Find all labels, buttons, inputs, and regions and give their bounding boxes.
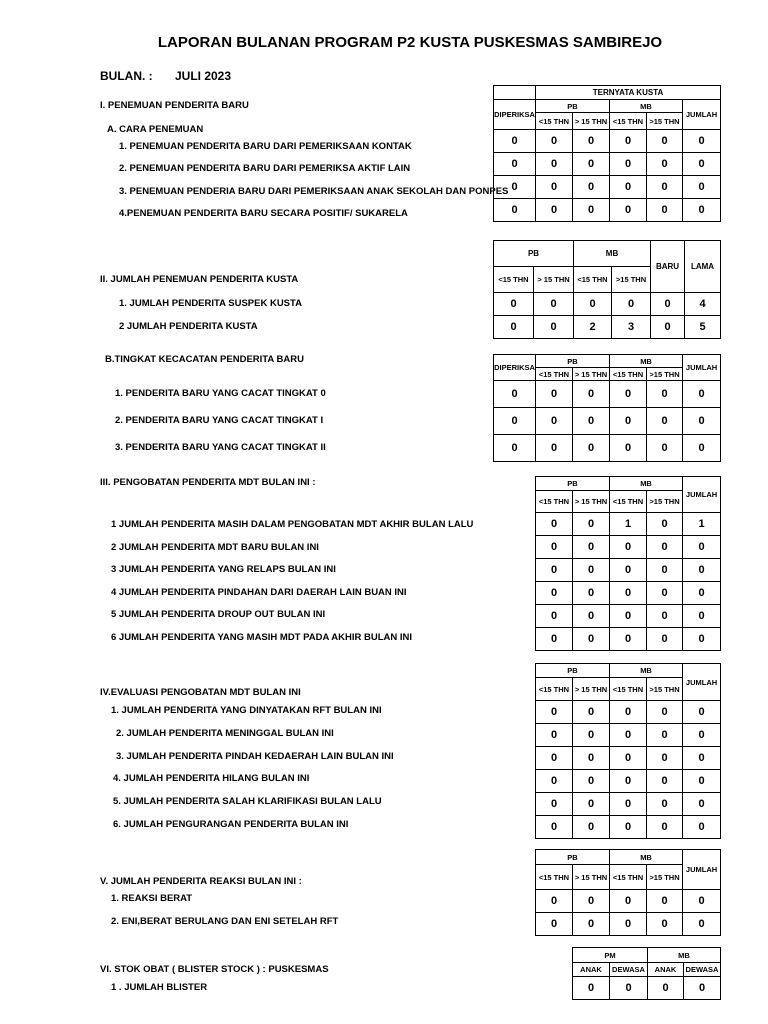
table-cell: 0 — [610, 582, 647, 605]
table-header: MB — [610, 477, 683, 491]
table-header: DIPERIKSA — [494, 355, 536, 381]
table-header: <15 THN — [494, 267, 534, 293]
table-header: MB — [610, 100, 683, 113]
table-cell: 0 — [647, 153, 683, 176]
section-6-row-label: 1 . JUMLAH BLISTER — [111, 982, 208, 993]
section-3-row-label: 2 JUMLAH PENDERITA MDT BARU BULAN INI — [111, 542, 319, 553]
table-header: ANAK — [573, 963, 610, 977]
table-cell: 0 — [683, 628, 721, 651]
table-cell: 0 — [536, 724, 573, 747]
table-cell: 0 — [647, 176, 683, 199]
table-header: PB — [536, 850, 610, 865]
table-cell: 0 — [683, 747, 721, 770]
table-cell: 0 — [573, 724, 610, 747]
section-6-heading: VI. STOK OBAT ( BLISTER STOCK ) : PUSKESMAS — [100, 964, 329, 975]
section-1-table — [493, 85, 721, 222]
section-3-heading: III. PENGOBATAN PENDERITA MDT BULAN INI : — [100, 477, 316, 488]
section-4-row-label: 2. JUMLAH PENDERITA MENINGGAL BULAN INI — [116, 728, 334, 739]
table-header: PB — [536, 100, 610, 113]
table-header: <15 THN — [574, 267, 612, 293]
section-4-row-label: 5. JUMLAH PENDERITA SALAH KLARIFIKASI BULAN LALU — [113, 796, 382, 807]
table-cell: 0 — [610, 793, 647, 816]
table-cell: 0 — [610, 536, 647, 559]
section-4-row-label: 1. JUMLAH PENDERITA YANG DINYATAKAN RFT BULAN INI — [111, 705, 382, 716]
table-header: MB — [648, 948, 721, 963]
table-cell: 0 — [536, 701, 573, 724]
table-cell: 0 — [536, 913, 573, 936]
table-cell: 0 — [573, 536, 610, 559]
table-cell: 0 — [610, 381, 647, 408]
table-cell: 0 — [536, 559, 573, 582]
table-cell: 0 — [536, 199, 573, 222]
table-cell: 0 — [683, 381, 721, 408]
table-cell: 0 — [610, 628, 647, 651]
table-cell: 0 — [612, 293, 651, 316]
month-value: JULI 2023 — [175, 69, 232, 83]
page-title: LAPORAN BULANAN PROGRAM P2 KUSTA PUSKESMAS SAMBIREJO — [157, 34, 663, 51]
table-cell: 0 — [683, 816, 721, 839]
section-b-table — [493, 354, 721, 462]
table-cell: 0 — [573, 605, 610, 628]
table-cell: 2 — [574, 316, 612, 339]
table-cell: 0 — [647, 435, 683, 462]
table-cell: 0 — [647, 724, 683, 747]
table-header: <15 THN — [610, 113, 647, 130]
table-cell: 0 — [647, 605, 683, 628]
table-cell: 0 — [536, 408, 573, 435]
table-header: LAMA — [685, 241, 721, 293]
section-3-row-label: 3 JUMLAH PENDERITA YANG RELAPS BULAN INI — [111, 564, 336, 575]
table-cell: 0 — [573, 816, 610, 839]
table-cell: 0 — [683, 913, 721, 936]
section-3-table — [535, 476, 721, 651]
table-cell: 0 — [683, 724, 721, 747]
section-b-row-label: 3. PENDERITA BARU YANG CACAT TINGKAT II — [115, 442, 326, 453]
table-cell: 0 — [647, 582, 683, 605]
table-cell: 0 — [683, 536, 721, 559]
table-cell: 1 — [610, 513, 647, 536]
table-cell: 0 — [610, 977, 648, 1000]
table-cell: 0 — [683, 153, 721, 176]
table-cell: 0 — [610, 559, 647, 582]
table-header: <15 THN — [536, 368, 573, 381]
table-cell: 0 — [534, 316, 574, 339]
table-cell: 0 — [534, 293, 574, 316]
table-cell: 0 — [494, 130, 536, 153]
section-1-heading: I. PENEMUAN PENDERITA BARU — [100, 100, 249, 111]
table-cell: 0 — [573, 408, 610, 435]
table-cell: 0 — [536, 747, 573, 770]
table-cell: 0 — [610, 770, 647, 793]
section-3-row-label: 1 JUMLAH PENDERITA MASIH DALAM PENGOBATAN MDT AKHIR BULAN LALU — [111, 519, 474, 530]
table-header: > 15 THN — [573, 491, 610, 513]
table-cell: 0 — [651, 316, 685, 339]
table-cell: 0 — [683, 793, 721, 816]
table-cell: 0 — [683, 176, 721, 199]
table-header: JUMLAH — [683, 664, 721, 701]
table-header: > 15 THN — [573, 678, 610, 701]
table-cell: 0 — [683, 559, 721, 582]
table-cell: 0 — [647, 199, 683, 222]
section-1-subheading: A. CARA PENEMUAN — [107, 124, 204, 135]
section-1-row-label: 2. PENEMUAN PENDERITA BARU DARI PEMERIKSA AKTIF LAIN — [119, 163, 411, 174]
table-header: >15 THN — [612, 267, 651, 293]
table-cell: 0 — [647, 770, 683, 793]
month-label: BULAN. : — [100, 69, 153, 83]
table-cell: 0 — [494, 408, 536, 435]
section-3-row-label: 5 JUMLAH PENDERITA DROUP OUT BULAN INI — [111, 609, 326, 620]
table-header: <15 THN — [536, 113, 573, 130]
table-header: > 15 THN — [534, 267, 574, 293]
table-header: JUMLAH — [683, 355, 721, 381]
table-header: PM — [573, 948, 648, 963]
table-header: PB — [494, 241, 574, 267]
table-cell: 0 — [683, 582, 721, 605]
section-5-row-label: 2. ENI,BERAT BERULANG DAN ENI SETELAH RFT — [111, 916, 339, 927]
section-4-row-label: 6. JUMLAH PENGURANGAN PENDERITA BULAN INI — [113, 819, 349, 830]
table-header: > 15 THN — [573, 113, 610, 130]
table-header: ANAK — [648, 963, 684, 977]
table-cell: 0 — [684, 977, 721, 1000]
table-cell: 0 — [647, 536, 683, 559]
table-header: <15 THN — [610, 678, 647, 701]
table-cell: 0 — [683, 130, 721, 153]
table-cell: 0 — [573, 977, 610, 1000]
table-cell: 0 — [610, 408, 647, 435]
table-header: DEWASA — [684, 963, 721, 977]
table-cell: 0 — [573, 153, 610, 176]
table-cell: 0 — [573, 381, 610, 408]
section-5-table — [535, 849, 721, 936]
table-cell: 0 — [610, 913, 647, 936]
section-2-heading: II. JUMLAH PENEMUAN PENDERITA KUSTA — [100, 274, 299, 285]
table-cell: 0 — [536, 582, 573, 605]
section-4-heading: IV.EVALUASI PENGOBATAN MDT BULAN INI — [100, 687, 301, 698]
table-cell: 0 — [536, 816, 573, 839]
table-header: BARU — [651, 241, 685, 293]
table-cell: 0 — [494, 153, 536, 176]
table-header: >15 THN — [647, 368, 683, 381]
table-cell: 0 — [536, 435, 573, 462]
table-header: <15 THN — [610, 368, 647, 381]
table-header: TERNYATA KUSTA — [536, 86, 721, 100]
table-header: DIPERIKSA — [494, 100, 536, 130]
table-cell: 0 — [574, 293, 612, 316]
table-cell: 0 — [647, 890, 683, 913]
table-cell: 0 — [610, 816, 647, 839]
table-cell: 0 — [573, 199, 610, 222]
section-3-row-label: 4 JUMLAH PENDERITA PINDAHAN DARI DAERAH LAIN BUAN INI — [111, 587, 407, 598]
table-cell: 0 — [494, 435, 536, 462]
table-header: PB — [536, 355, 610, 368]
table-cell: 0 — [494, 316, 534, 339]
table-cell: 0 — [573, 582, 610, 605]
table-cell: 0 — [683, 408, 721, 435]
table-cell: 4 — [685, 293, 721, 316]
section-4-row-label: 4. JUMLAH PENDERITA HILANG BULAN INI — [113, 773, 310, 784]
table-cell: 0 — [647, 701, 683, 724]
section-2-table — [493, 240, 721, 339]
table-header: MB — [574, 241, 651, 267]
table-cell: 0 — [683, 701, 721, 724]
table-header: PB — [536, 477, 610, 491]
table-header: MB — [610, 664, 683, 678]
table-cell: 0 — [610, 724, 647, 747]
table-cell: 0 — [610, 130, 647, 153]
table-cell: 0 — [647, 559, 683, 582]
table-header: PB — [536, 664, 610, 678]
section-1-row-label: 1. PENEMUAN PENDERITA BARU DARI PEMERIKSAAN KONTAK — [119, 141, 412, 152]
table-cell: 0 — [536, 536, 573, 559]
table-header: MB — [610, 850, 683, 865]
table-header: JUMLAH — [683, 477, 721, 513]
section-4-table — [535, 663, 721, 839]
table-cell: 0 — [610, 605, 647, 628]
table-cell: 0 — [573, 176, 610, 199]
section-6-table — [572, 947, 721, 1000]
table-cell: 0 — [610, 153, 647, 176]
table-header: <15 THN — [536, 678, 573, 701]
table-header: <15 THN — [536, 491, 573, 513]
table-cell: 0 — [536, 628, 573, 651]
table-cell: 0 — [651, 293, 685, 316]
table-cell: 0 — [573, 628, 610, 651]
table-cell: 0 — [536, 770, 573, 793]
table-header: >15 THN — [647, 491, 683, 513]
table-cell: 0 — [647, 816, 683, 839]
table-header: DEWASA — [610, 963, 648, 977]
table-cell: 0 — [647, 628, 683, 651]
table-cell: 0 — [494, 293, 534, 316]
table-cell: 5 — [685, 316, 721, 339]
table-cell: 0 — [647, 747, 683, 770]
table-cell: 0 — [494, 199, 536, 222]
table-header: JUMLAH — [683, 850, 721, 890]
table-header: <15 THN — [610, 491, 647, 513]
table-cell: 0 — [573, 130, 610, 153]
table-cell: 0 — [648, 977, 684, 1000]
table-cell: 0 — [536, 513, 573, 536]
table-cell: 0 — [610, 199, 647, 222]
table-cell: 0 — [494, 381, 536, 408]
table-cell: 0 — [536, 153, 573, 176]
table-cell: 0 — [573, 770, 610, 793]
table-cell: 0 — [573, 701, 610, 724]
table-header: MB — [610, 355, 683, 368]
table-cell: 1 — [683, 513, 721, 536]
table-cell: 0 — [536, 130, 573, 153]
table-cell: 0 — [536, 793, 573, 816]
section-3-row-label: 6 JUMLAH PENDERITA YANG MASIH MDT PADA AKHIR BULAN INI — [111, 632, 413, 643]
table-cell: 0 — [573, 793, 610, 816]
table-cell: 3 — [612, 316, 651, 339]
table-header: >15 THN — [647, 678, 683, 701]
table-cell: 0 — [647, 381, 683, 408]
section-2-row-label: 2 JUMLAH PENDERITA KUSTA — [119, 321, 258, 332]
table-cell: 0 — [647, 513, 683, 536]
table-cell: 0 — [647, 913, 683, 936]
table-header: <15 THN — [536, 865, 573, 890]
table-header: > 15 THN — [573, 368, 610, 381]
table-header: > 15 THN — [573, 865, 610, 890]
table-cell: 0 — [683, 199, 721, 222]
section-b-row-label: 2. PENDERITA BARU YANG CACAT TINGKAT I — [115, 415, 324, 426]
section-1-row-label: 3. PENEMUAN PENDERIA BARU DARI PEMERIKSAAN ANAK SEKOLAH DAN PONPES — [119, 186, 509, 197]
table-cell: 0 — [610, 435, 647, 462]
table-cell: 0 — [610, 701, 647, 724]
table-cell: 0 — [573, 890, 610, 913]
table-cell: 0 — [683, 435, 721, 462]
section-1-row-label: 4.PENEMUAN PENDERITA BARU SECARA POSITIF/ SUKARELA — [119, 208, 408, 219]
table-header: >15 THN — [647, 113, 683, 130]
table-cell: 0 — [573, 513, 610, 536]
table-cell: 0 — [573, 913, 610, 936]
section-5-heading: V. JUMLAH PENDERITA REAKSI BULAN INI : — [100, 876, 302, 887]
table-cell: 0 — [647, 408, 683, 435]
table-cell: 0 — [647, 793, 683, 816]
table-cell: 0 — [610, 747, 647, 770]
table-cell: 0 — [683, 890, 721, 913]
table-cell: 0 — [573, 747, 610, 770]
table-cell: 0 — [536, 381, 573, 408]
section-b-heading: B.TINGKAT KECACATAN PENDERITA BARU — [105, 354, 304, 365]
table-cell: 0 — [573, 559, 610, 582]
table-header: JUMLAH — [683, 100, 721, 130]
table-cell: 0 — [610, 176, 647, 199]
table-header: >15 THN — [647, 865, 683, 890]
table-cell: 0 — [647, 130, 683, 153]
section-4-row-label: 3. JUMLAH PENDERITA PINDAH KEDAERAH LAIN BULAN INI — [116, 751, 394, 762]
table-cell: 0 — [573, 435, 610, 462]
table-cell: 0 — [683, 770, 721, 793]
table-cell: 0 — [610, 890, 647, 913]
table-cell: 0 — [536, 605, 573, 628]
table-cell: 0 — [683, 605, 721, 628]
table-header: <15 THN — [610, 865, 647, 890]
table-cell: 0 — [536, 176, 573, 199]
table-cell: 0 — [536, 890, 573, 913]
section-5-row-label: 1. REAKSI BERAT — [111, 893, 193, 904]
table-cell: 0 — [494, 176, 536, 199]
section-2-row-label: 1. JUMLAH PENDERITA SUSPEK KUSTA — [119, 298, 302, 309]
section-b-row-label: 1. PENDERITA BARU YANG CACAT TINGKAT 0 — [115, 388, 326, 399]
